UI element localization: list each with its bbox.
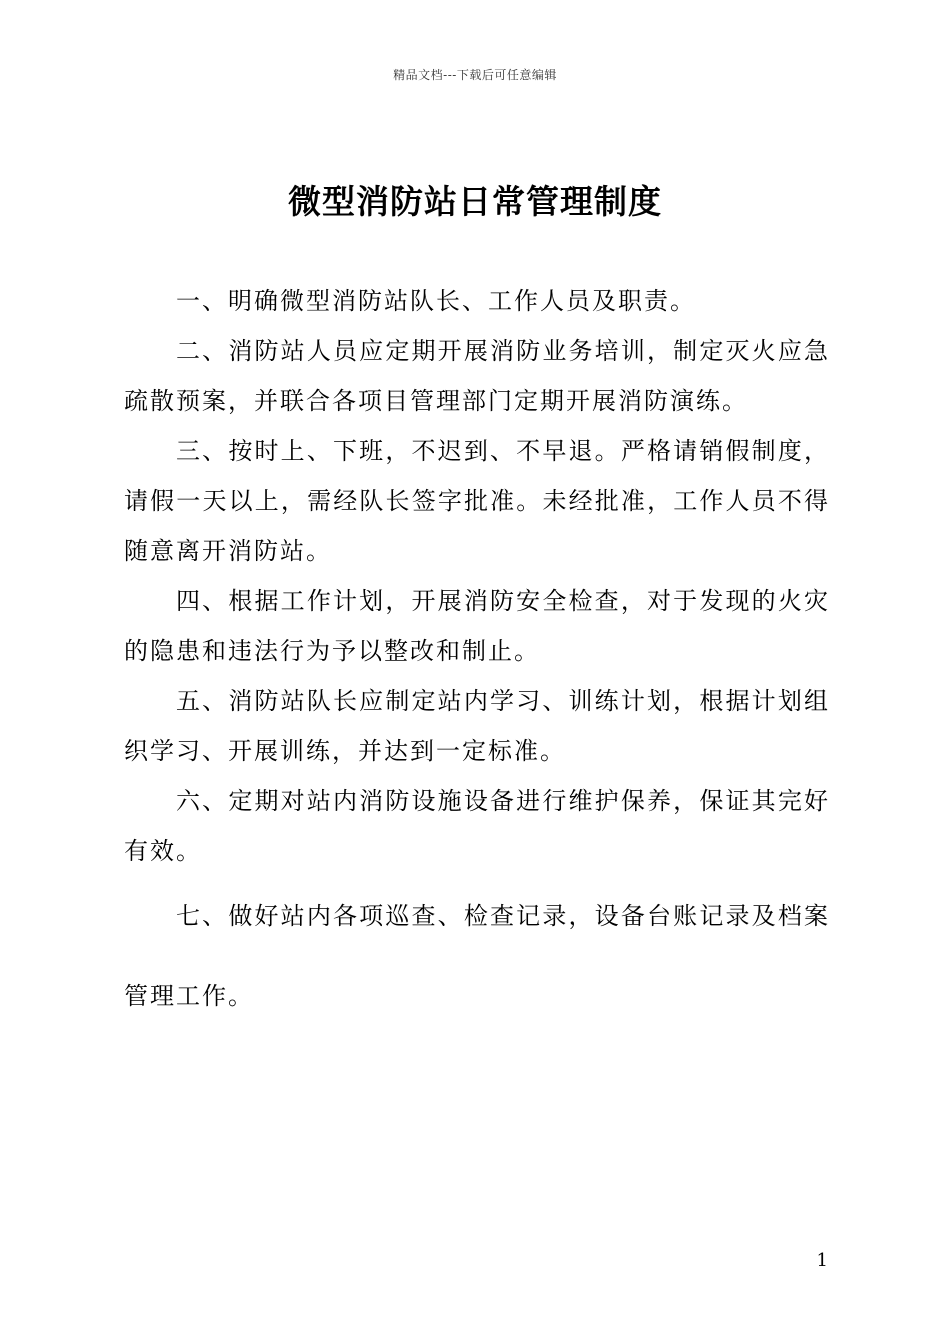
paragraph-1: 一、明确微型消防站队长、工作人员及职责。 bbox=[176, 287, 696, 315]
document-title: 微型消防站日常管理制度 bbox=[288, 182, 662, 221]
document-body bbox=[124, 276, 830, 1036]
paragraph-3: 三、按时上、下班，不迟到、不早退。严格请销假制度，请假一天以上，需经队长签字批准。未经批准，工作人员不得随意离开消防站。 bbox=[124, 437, 830, 565]
page-number: 1 bbox=[816, 1250, 828, 1271]
paragraph-2: 二、消防站人员应定期开展消防业务培训，制定灭火应急疏散预案，并联合各项目管理部门定期开展消防演练。 bbox=[124, 337, 830, 415]
paragraph-6: 六、定期对站内消防设施设备进行维护保养，保证其完好有效。 bbox=[124, 787, 830, 865]
paragraph-4: 四、根据工作计划，开展消防安全检查，对于发现的火灾的隐患和违法行为予以整改和制止。 bbox=[124, 587, 830, 665]
paragraph-7: 七、做好站内各项巡查、检查记录，设备台账记录及档案管理工作。 bbox=[124, 902, 830, 1010]
paragraph-5: 五、消防站队长应制定站内学习、训练计划，根据计划组织学习、开展训练，并达到一定标准。 bbox=[124, 687, 830, 765]
header-note: 精品文档---下载后可任意编辑 bbox=[393, 68, 557, 82]
